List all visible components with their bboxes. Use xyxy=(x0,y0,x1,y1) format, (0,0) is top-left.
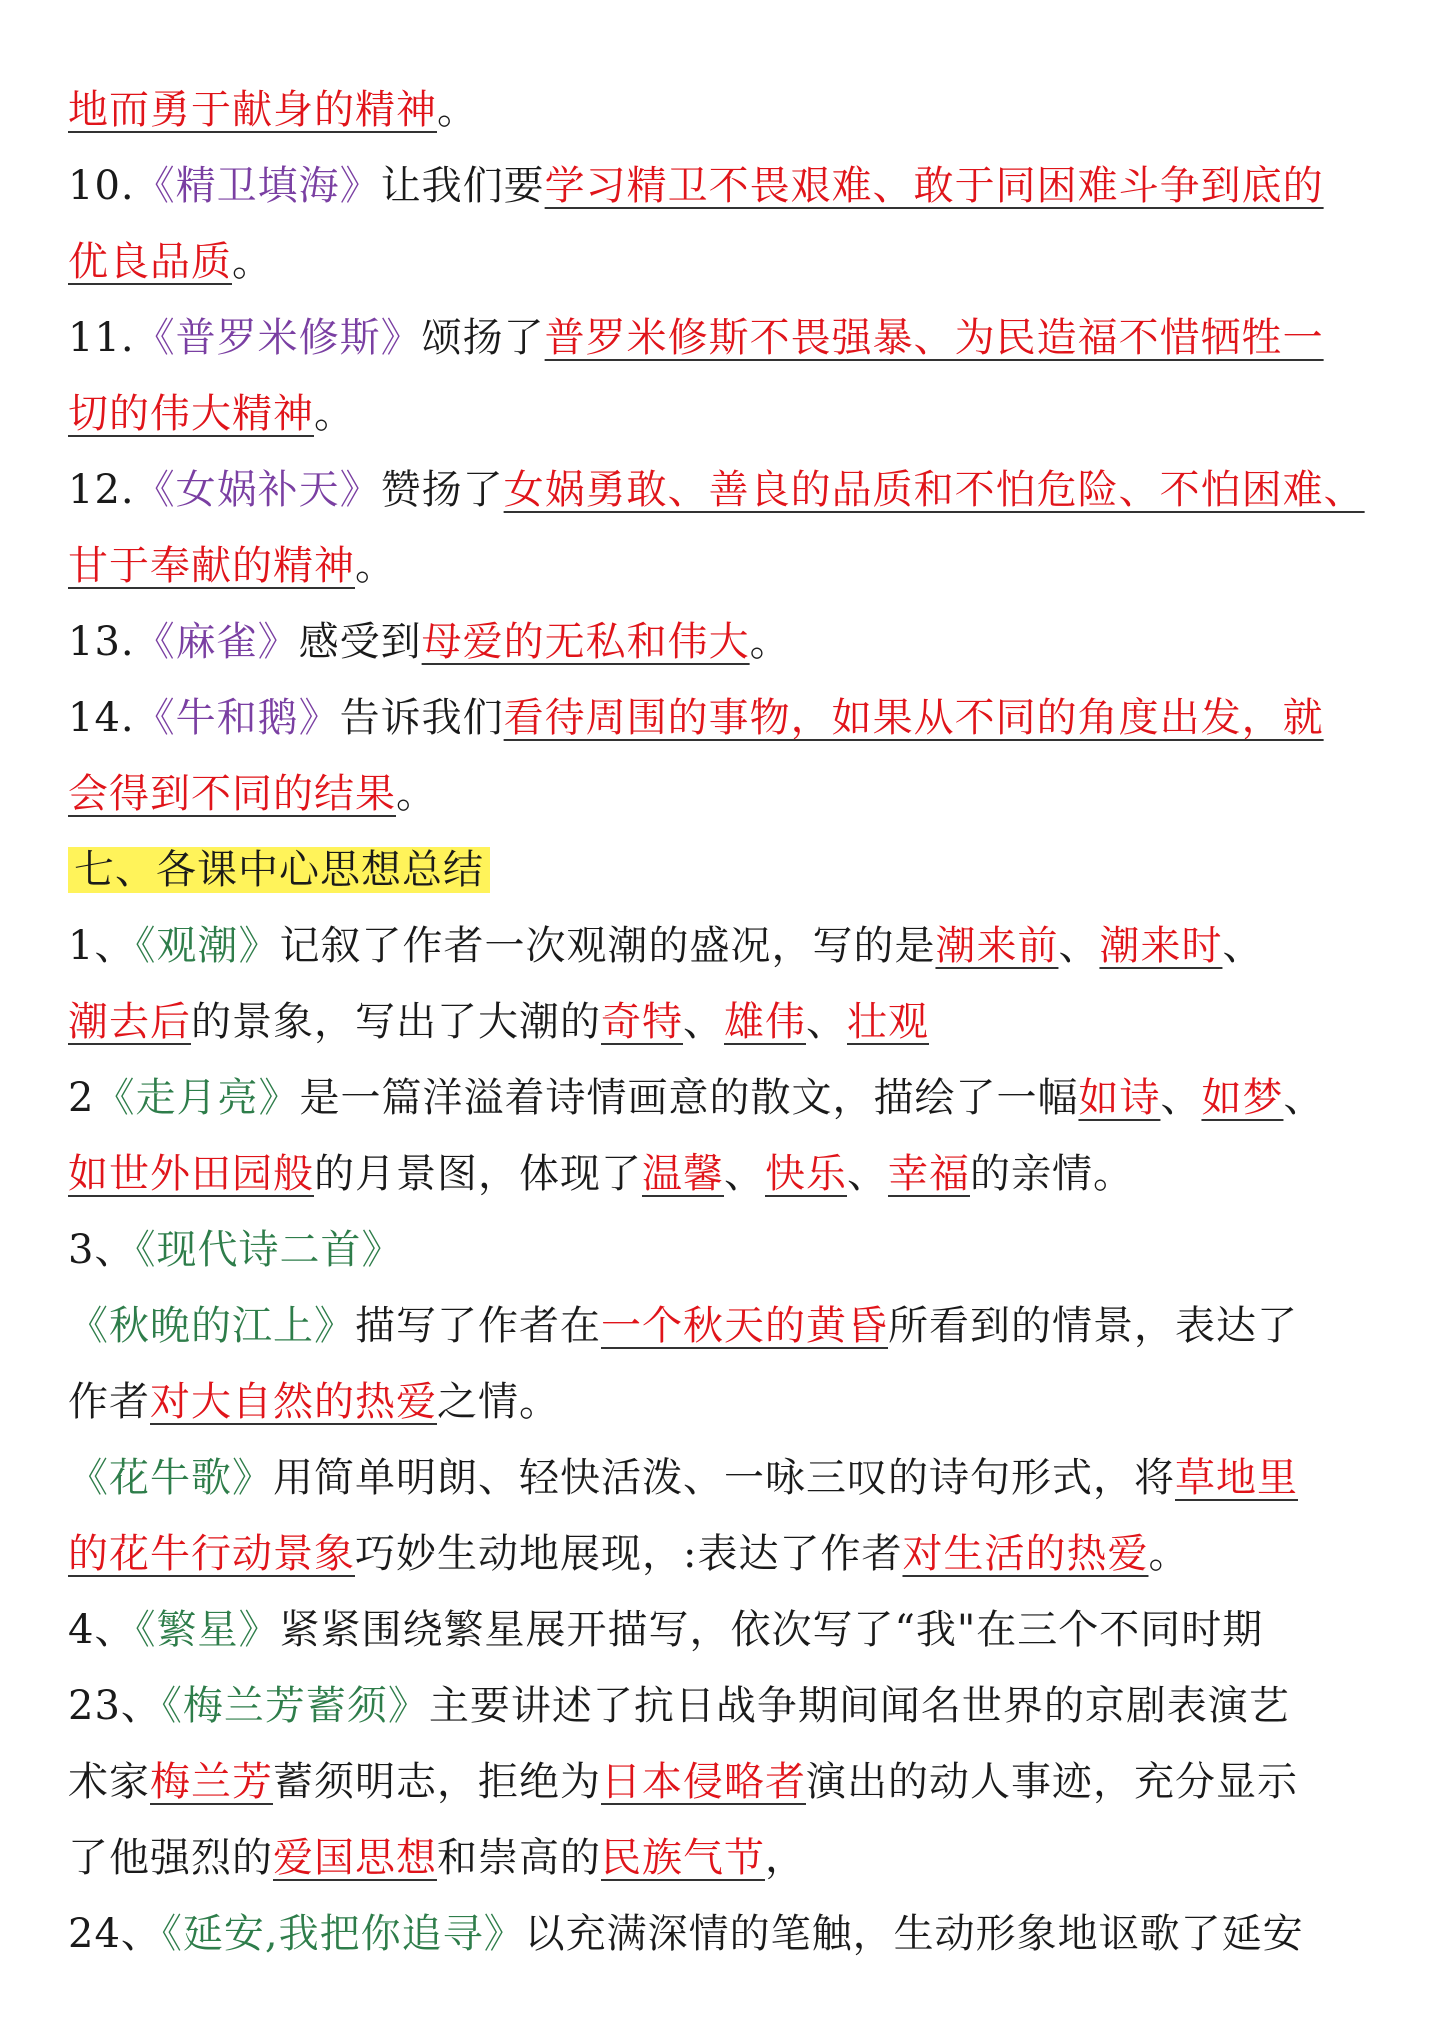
answer-text: 如梦 xyxy=(1201,1075,1284,1121)
lesson-title: 《梅兰芳蓄须》 xyxy=(161,1683,429,1729)
answer-text: 普罗米修斯不畏强暴、为民造福不惜牺牲一 xyxy=(544,315,1324,361)
text-run: 。 xyxy=(314,391,355,437)
text-run: 3、 xyxy=(68,1227,136,1273)
text-line xyxy=(68,148,1378,224)
text-run: 、 xyxy=(683,999,724,1045)
text-run: 所看到的情景，表达了 xyxy=(888,1303,1298,1349)
text-run: 12. xyxy=(68,467,135,513)
answer-text: 爱国思想 xyxy=(273,1835,437,1881)
lesson-title: 《女娲补天》 xyxy=(134,467,381,513)
text-run: 紧紧围绕繁星展开描写，依次写了“我"在三个不同时期 xyxy=(279,1607,1264,1653)
answer-text: 温馨 xyxy=(642,1151,724,1197)
text-run: 10. xyxy=(68,163,135,209)
text-run: 11. xyxy=(68,315,135,361)
text-run: 、 xyxy=(1058,923,1100,969)
text-line xyxy=(68,756,1378,832)
text-run: 1、 xyxy=(68,923,136,969)
text-line xyxy=(68,1516,1378,1592)
lesson-title: 《繁星》 xyxy=(135,1607,280,1653)
text-line xyxy=(68,1288,1378,1364)
text-run: 、 xyxy=(806,999,847,1045)
text-run: 记叙了作者一次观潮的盛况，写的是 xyxy=(279,923,936,969)
text-run: 作者 xyxy=(68,1379,150,1425)
text-run: 巧妙生动地展现，:表达了作者 xyxy=(355,1531,903,1577)
answer-text: 切的伟大精神 xyxy=(68,391,314,437)
answer-text: 潮来前 xyxy=(935,923,1059,969)
document-body xyxy=(68,72,1378,1972)
answer-text: 潮来时 xyxy=(1099,923,1223,969)
text-line xyxy=(68,680,1378,756)
text-line xyxy=(68,452,1378,528)
lesson-title: 《牛和鹅》 xyxy=(134,695,340,741)
text-line xyxy=(68,1592,1378,1668)
answer-text: 潮去后 xyxy=(68,999,191,1045)
answer-text: 母爱的无私和伟大 xyxy=(421,619,750,665)
text-run: 2 xyxy=(68,1075,95,1121)
answer-text: 日本侵略者 xyxy=(601,1759,806,1805)
text-line xyxy=(68,72,1378,148)
text-run: 演出的动人事迹，充分显示 xyxy=(806,1759,1298,1805)
answer-text: 壮观 xyxy=(847,999,929,1045)
answer-text: 民族气节 xyxy=(601,1835,765,1881)
answer-text: 对大自然的热爱 xyxy=(150,1379,437,1425)
lesson-title: 《精卫填海》 xyxy=(134,163,381,209)
answer-text: 地而勇于献身的精神 xyxy=(68,87,437,133)
lesson-title: 《观潮》 xyxy=(135,923,280,969)
lesson-title: 《花牛歌》 xyxy=(68,1455,273,1501)
text-run: 、 xyxy=(1222,923,1264,969)
answer-text: 梅兰芳 xyxy=(150,1759,273,1805)
text-run: 感受到 xyxy=(298,619,422,665)
text-run: 的亲情。 xyxy=(970,1151,1134,1197)
text-line xyxy=(68,300,1378,376)
text-run: 蓄须明志，拒绝为 xyxy=(273,1759,601,1805)
answer-text: 雄伟 xyxy=(724,999,806,1045)
text-run: 23、 xyxy=(68,1683,162,1729)
text-line xyxy=(68,1440,1378,1516)
text-run: 、 xyxy=(1283,1075,1325,1121)
text-run: 。 xyxy=(396,771,437,817)
text-run: 4、 xyxy=(68,1607,136,1653)
text-line xyxy=(68,224,1378,300)
text-line xyxy=(68,908,1378,984)
text-run: 了他强烈的 xyxy=(68,1835,273,1881)
text-run: 的月景图，体现了 xyxy=(314,1151,642,1197)
text-run: 。 xyxy=(355,543,396,589)
answer-text: 幸福 xyxy=(888,1151,970,1197)
lesson-title: 《走月亮》 xyxy=(94,1075,300,1121)
answer-text: 奇特 xyxy=(601,999,683,1045)
text-line xyxy=(68,376,1378,452)
text-run: 术家 xyxy=(68,1759,150,1805)
answer-text: 草地里 xyxy=(1175,1455,1298,1501)
text-line xyxy=(68,984,1378,1060)
lesson-title: 《麻雀》 xyxy=(134,619,299,665)
text-run: 赞扬了 xyxy=(380,467,504,513)
text-line xyxy=(68,1820,1378,1896)
text-line xyxy=(68,604,1378,680)
section-heading: 七、各课中心思想总结 xyxy=(68,847,490,893)
text-line xyxy=(68,1668,1378,1744)
text-line xyxy=(68,1136,1378,1212)
text-run: 14. xyxy=(68,695,135,741)
answer-text: 女娲勇敢、善良的品质和不怕危险、不怕困难、 xyxy=(503,467,1365,513)
answer-text: 甘于奉献的精神 xyxy=(68,543,355,589)
text-run: 描写了作者在 xyxy=(355,1303,601,1349)
answer-text: 一个秋天的黄昏 xyxy=(601,1303,888,1349)
answer-text: 对生活的热爱 xyxy=(902,1531,1149,1577)
text-line xyxy=(68,832,1378,908)
text-line xyxy=(68,528,1378,604)
text-run: 主要讲述了抗日战争期间闻名世界的京剧表演艺 xyxy=(428,1683,1290,1729)
text-line xyxy=(68,1896,1378,1972)
text-run: 颂扬了 xyxy=(421,315,545,361)
text-run: 、 xyxy=(1160,1075,1202,1121)
text-run: 是一篇洋溢着诗情画意的散文，描绘了一幅 xyxy=(299,1075,1079,1121)
answer-text: 看待周围的事物，如果从不同的角度出发，就 xyxy=(503,695,1324,741)
lesson-title: 《普罗米修斯》 xyxy=(134,315,422,361)
text-line xyxy=(68,1060,1378,1136)
answer-text: 优良品质 xyxy=(68,239,232,285)
text-run: 、 xyxy=(724,1151,765,1197)
text-line xyxy=(68,1364,1378,1440)
text-run: 之情。 xyxy=(437,1379,560,1425)
answer-text: 的花牛行动景象 xyxy=(68,1531,355,1577)
text-run: 的景象，写出了大潮的 xyxy=(191,999,601,1045)
text-line xyxy=(68,1212,1378,1288)
text-run: 以充满深情的笔触，生动形象地讴歌了延安 xyxy=(524,1911,1304,1957)
text-run: 让我们要 xyxy=(380,163,545,209)
text-line xyxy=(68,1744,1378,1820)
answer-text: 如世外田园般 xyxy=(68,1151,314,1197)
text-run: 告诉我们 xyxy=(339,695,504,741)
text-run: 、 xyxy=(847,1151,888,1197)
text-run: 。 xyxy=(1148,1531,1190,1577)
text-run: 。 xyxy=(232,239,273,285)
text-run: 24、 xyxy=(68,1911,162,1957)
answer-text: 如诗 xyxy=(1078,1075,1161,1121)
answer-text: 会得到不同的结果 xyxy=(68,771,396,817)
lesson-title: 《现代诗二首》 xyxy=(135,1227,403,1273)
text-run: 和崇高的 xyxy=(437,1835,601,1881)
answer-text: 快乐 xyxy=(765,1151,847,1197)
text-run: 用简单明朗、轻快活泼、一咏三叹的诗句形式，将 xyxy=(273,1455,1175,1501)
answer-text: 学习精卫不畏艰难、敢于同困难斗争到底的 xyxy=(544,163,1324,209)
text-run: 。 xyxy=(437,87,478,133)
lesson-title: 《秋晚的江上》 xyxy=(68,1303,355,1349)
text-run: ， xyxy=(765,1835,806,1881)
text-run: 。 xyxy=(749,619,791,665)
lesson-title: 《延安,我把你追寻》 xyxy=(161,1911,525,1957)
text-run: 13. xyxy=(68,619,135,665)
